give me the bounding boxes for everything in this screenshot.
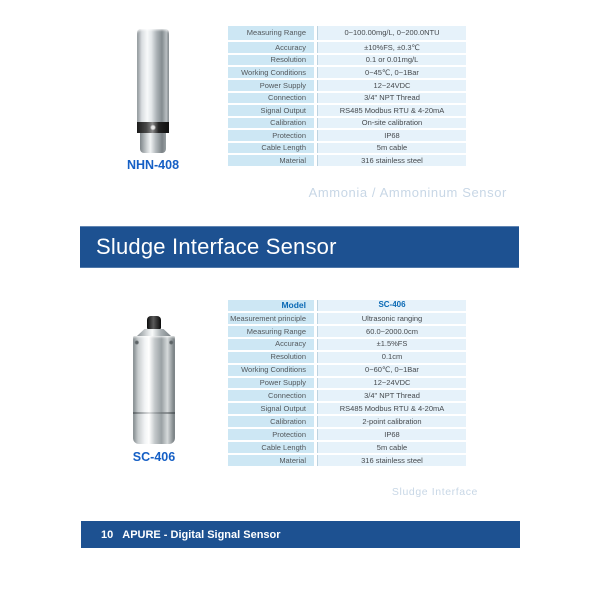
- spec-row: [228, 118, 466, 129]
- ammonia-section-caption: Ammonia / Ammoninum Sensor: [308, 185, 507, 200]
- spec-label: Signal Output: [228, 105, 314, 116]
- spec-row: [228, 455, 466, 466]
- spec-label: Working Conditions: [228, 67, 314, 78]
- sc-406-product-image: [133, 316, 175, 444]
- sludge-spec-table: [228, 300, 466, 466]
- footer-bar: [81, 521, 520, 548]
- spec-value: 5m cable: [317, 143, 466, 154]
- spec-label: Calibration: [228, 118, 314, 129]
- sensor-neck: [137, 329, 171, 336]
- spec-row: [228, 67, 466, 78]
- spec-value: RS485 Modbus RTU & 4-20mA: [317, 403, 466, 414]
- model-header-value: SC-406: [317, 300, 466, 311]
- sensor-seam: [133, 412, 175, 414]
- spec-label: Measuring Range: [228, 326, 314, 337]
- spec-row: [228, 352, 466, 363]
- spec-row: [228, 403, 466, 414]
- spec-row: [228, 143, 466, 154]
- spec-value: 3/4" NPT Thread: [317, 93, 466, 104]
- spec-value: 316 stainless steel: [317, 155, 466, 166]
- probe-tip: [140, 133, 166, 153]
- spec-row: [228, 313, 466, 324]
- footer-title: APURE - Digital Signal Sensor: [122, 528, 281, 541]
- spec-label: Accuracy: [228, 339, 314, 350]
- spec-row: [228, 80, 466, 91]
- sensor-body: [133, 336, 175, 444]
- spec-label: Cable Length: [228, 143, 314, 154]
- spec-row: [228, 442, 466, 453]
- spec-row: [228, 390, 466, 401]
- page-number: 10: [101, 528, 114, 541]
- spec-label: Signal Output: [228, 403, 314, 414]
- cable-gland-cap: [147, 316, 161, 329]
- ammonia-spec-table: [228, 26, 466, 166]
- spec-label: Protection: [228, 130, 314, 141]
- section-title: Sludge Interface Sensor: [96, 234, 337, 259]
- spec-row: [228, 416, 466, 427]
- spec-value: 5m cable: [317, 442, 466, 453]
- spec-label: Calibration: [228, 416, 314, 427]
- spec-row: [228, 42, 466, 53]
- spec-label: Protection: [228, 429, 314, 440]
- spec-label: Connection: [228, 390, 314, 401]
- spec-value: 316 stainless steel: [317, 455, 466, 466]
- spec-label: Connection: [228, 93, 314, 104]
- spec-label: Resolution: [228, 352, 314, 363]
- spec-label: Measuring Range: [228, 26, 314, 40]
- spec-value: 2-point calibration: [317, 416, 466, 427]
- spec-value: On-site calibration: [317, 118, 466, 129]
- spec-value: 0~45℃, 0~1Bar: [317, 67, 466, 78]
- spec-value: ±1.5%FS: [317, 339, 466, 350]
- model-header-label: Model: [228, 300, 314, 311]
- spec-value: 0~60℃, 0~1Bar: [317, 365, 466, 376]
- spec-label: Working Conditions: [228, 365, 314, 376]
- nhn-408-label: NHN-408: [126, 158, 180, 172]
- nhn-408-product-image: [137, 29, 169, 153]
- spec-row: [228, 429, 466, 440]
- spec-row: [228, 130, 466, 141]
- spec-row: [228, 105, 466, 116]
- sc-406-label: SC-406: [132, 450, 176, 464]
- spec-row: [228, 378, 466, 389]
- spec-row: [228, 93, 466, 104]
- spec-value: 12~24VDC: [317, 80, 466, 91]
- spec-row: [228, 326, 466, 337]
- spec-value: 3/4" NPT Thread: [317, 390, 466, 401]
- model-header-row: [228, 300, 466, 311]
- spec-value: ±10%FS, ±0.3℃: [317, 42, 466, 53]
- spec-label: Material: [228, 455, 314, 466]
- probe-sensor-band: [137, 122, 169, 133]
- spec-row: [228, 155, 466, 166]
- sludge-section-caption: Sludge Interface: [391, 486, 478, 498]
- spec-value: 60.0~2000.0cm: [317, 326, 466, 337]
- spec-row: [228, 26, 466, 40]
- section-banner: [80, 226, 519, 268]
- spec-value: IP68: [317, 130, 466, 141]
- spec-value: 0~100.00mg/L, 0~200.0NTU: [317, 26, 466, 40]
- spec-label: Material: [228, 155, 314, 166]
- spec-value: 12~24VDC: [317, 378, 466, 389]
- probe-body: [137, 29, 169, 122]
- spec-value: RS485 Modbus RTU & 4-20mA: [317, 105, 466, 116]
- spec-label: Power Supply: [228, 378, 314, 389]
- spec-value: 0.1cm: [317, 352, 466, 363]
- spec-row: [228, 55, 466, 66]
- spec-label: Power Supply: [228, 80, 314, 91]
- spec-value: IP68: [317, 429, 466, 440]
- spec-label: Cable Length: [228, 442, 314, 453]
- spec-row: [228, 365, 466, 376]
- spec-value: 0.1 or 0.01mg/L: [317, 55, 466, 66]
- spec-row: [228, 339, 466, 350]
- spec-label: Accuracy: [228, 42, 314, 53]
- spec-label: Measurement principle: [228, 313, 314, 324]
- spec-label: Resolution: [228, 55, 314, 66]
- spec-value: Ultrasonic ranging: [317, 313, 466, 324]
